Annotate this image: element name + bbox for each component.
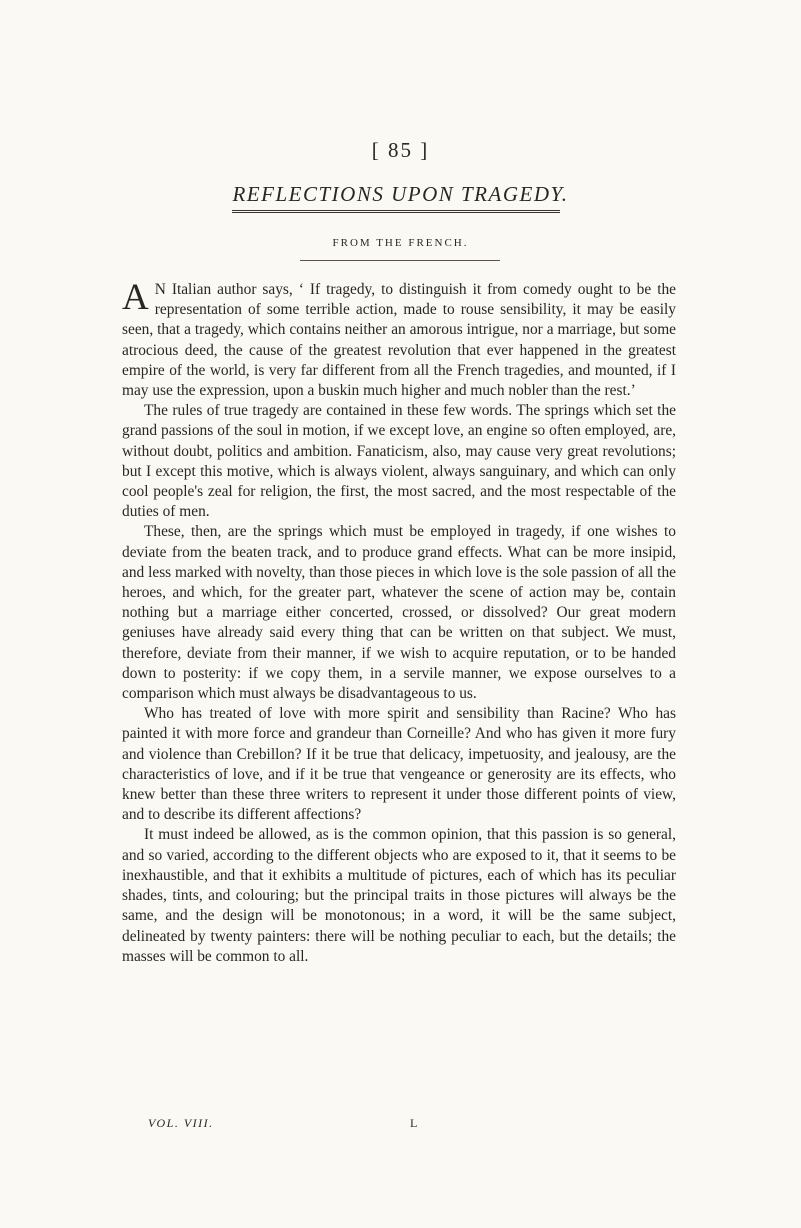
article-body [122,277,676,967]
title-rule [232,210,560,213]
paragraph-3: These, then, are the springs which must be employed in tragedy, if one wishes to deviate from the beaten track, and to produce grand effects. What can be more insipid, and less marked with novelty, than those pieces in which love is the sole passion of all the heroes, and which, for the greater part, whatever the scene of action may be, contain nothing but a marriage either concerted, crossed, or dissolved? Our great modern geniuses have already said every thing that can be written on that subject. We must, therefore, deviate from their manner, if we wish to acquire reputation, or to be handed down to posterity: if we copy them, in a servile manner, we expose ourselves to a comparison which must always be disadvantageous to us. [122,523,676,703]
article-subtitle: FROM THE FRENCH. [332,237,469,249]
paragraph-5: It must indeed be allowed, as is the common opinion, that this passion is so general, and so varied, according to the different objects who are exposed to it, that it seems to be inexhaustible, and that it exhibits a multitude of pictures, each of which has its peculiar shades, tints, and colouring; but the principal traits in those pictures will always be the same, and the design will be monotonous; in a word, it will be the same subject, delineated by twenty painters: there will be nothing peculiar to each, but the details; the masses will be common to all. [122,826,676,965]
page-footer [0,1116,801,1136]
subtitle-rule [300,260,500,261]
volume-label: VOL. VIII. [148,1116,214,1130]
signature-mark: L [410,1116,419,1130]
drop-cap: A [122,277,149,318]
paragraph-1-text: N Italian author says, ‘ If tragedy, to distinguish it from comedy ought to be the representation of some terrible action, made to rouse sensibility, it may be easily seen, that a tragedy, which contains neither an amorous intrigue, nor a marriage, but some atrocious deed, the cause of the greatest revolution that ever happened in the greatest empire of the world, is very far different from all the French tragedies, and mounted, if I may use the expression, upon a buskin much higher and much nobler than the rest.’ [122,281,676,400]
paragraph-4: Who has treated of love with more spirit and sensibility than Racine? Who has painted it with more force and grandeur than Corneille? And who has given it more fury and violence than Crebillon? If it be true that delicacy, impetuosity, and jealousy, are the characteristics of love, and if it be true that vengeance or generosity are its effects, who knew better than these three writers to represent it under those different points of view, and to describe its different affections? [122,705,676,824]
paragraph-2: The rules of true tragedy are contained in these few words. The springs which set the grand passions of the soul in motion, if we except love, an engine so often employed, are, without doubt, politics and ambition. Fanaticism, also, may cause very great revolutions; but I except this motive, which is always violent, always sanguinary, and which can only cool people's zeal for religion, the first, the most sacred, and the most respectable of the duties of men. [122,402,676,521]
article-title: REFLECTIONS UPON TRAGEDY. [232,182,569,206]
paragraph-1 [122,277,676,401]
page-number: [ 85 ] [371,138,430,162]
